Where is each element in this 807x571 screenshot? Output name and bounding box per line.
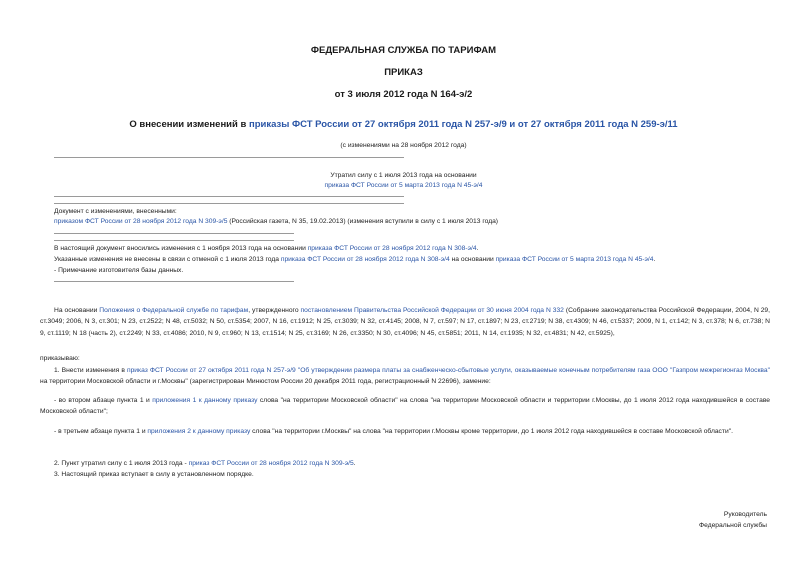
invalid-note-link[interactable]: приказа ФСТ России от 5 марта 2013 года N 45-э/4 xyxy=(324,182,483,189)
item-1-sub-1 xyxy=(40,395,770,418)
divider-line xyxy=(54,281,294,282)
note-link[interactable]: приказа ФСТ России от 5 марта 2013 года N 45-э/4 xyxy=(495,256,654,263)
note-text: на основании xyxy=(449,256,496,263)
basis-text: На основании xyxy=(54,307,100,314)
item-text: 2. Пункт утратил силу с 1 июля 2013 года - xyxy=(54,460,189,467)
item-1-sub-2 xyxy=(40,426,770,437)
item-3: 3. Настоящий приказ вступает в силу в установленном порядке. xyxy=(54,471,254,478)
note-line-3: - Примечание изготовителя базы данных. xyxy=(54,267,184,274)
note-link[interactable]: приказа ФСТ России от 28 ноября 2012 года N 308-э/4 xyxy=(307,245,477,252)
divider-line xyxy=(54,196,404,197)
item-2 xyxy=(40,458,770,469)
note-text: . xyxy=(476,245,479,252)
item-text: слова "на территории Московской области" на слова "на территории Московской области и территории г.Москвы, до 1 июля 2012 года находившейся в составе Московской области"; xyxy=(40,397,771,416)
note-line-2 xyxy=(54,254,774,265)
invalid-note-link-line xyxy=(0,180,807,191)
item-text: слова "на территории г.Москвы" на слова "на территории г.Москвы кроме территории, до 1 июля 2012 года находившейся в составе Московской области". xyxy=(250,428,733,435)
divider-line xyxy=(54,233,294,234)
item-text: 1. Внести изменения в xyxy=(54,367,127,374)
note-line-1 xyxy=(54,243,774,254)
basis-paragraph xyxy=(40,305,770,339)
basis-link-regulation[interactable]: Положения о Федеральной службе по тарифам xyxy=(99,307,249,314)
item-text: на территории Московской области и г.Москвы" (зарегистрирован Минюстом России 20 декабря 2011 года, регистрационный N 22696), замение: xyxy=(40,378,491,386)
item-text: - во втором абзаце пункта 1 и xyxy=(54,397,153,404)
title-prefix: О внесении изменений в xyxy=(129,119,249,130)
changes-intro: Документ с изменениями, внесенными: xyxy=(54,208,177,215)
item-1 xyxy=(40,365,770,388)
note-text: Указанные изменения не внесены в связи с отменой с 1 июля 2013 года xyxy=(54,256,281,263)
order-word: приказываю: xyxy=(40,355,80,362)
title-link[interactable]: приказы ФСТ России от 27 октября 2011 года N 257-э/9 и от 27 октября 2011 года N 259-э/11 xyxy=(248,119,678,130)
changes-line xyxy=(54,216,774,227)
agency-heading: ФЕДЕРАЛЬНАЯ СЛУЖБА ПО ТАРИФАМ xyxy=(310,45,497,56)
item-2-link[interactable]: приказ ФСТ России от 28 ноября 2012 года N 309-э/5 xyxy=(188,460,354,467)
note-text: . xyxy=(653,256,656,263)
item-text: . xyxy=(353,460,356,467)
doc-type-heading: ПРИКАЗ xyxy=(384,67,423,78)
changes-tail: (Российская газета, N 35, 19.02.2013) (изменения вступили в силу с 1 июля 2013 года) xyxy=(227,218,499,225)
appendix-2-link[interactable]: приложения 2 к данному приказу xyxy=(147,428,251,435)
invalid-note-line: Утратил силу с 1 июля 2013 года на основании xyxy=(330,172,477,179)
signature-org: Федеральной службы xyxy=(699,522,767,529)
edition-note: (с изменениями на 28 ноября 2012 года) xyxy=(340,142,467,149)
note-link[interactable]: приказа ФСТ России от 28 ноября 2012 года N 308-э/4 xyxy=(280,256,450,263)
basis-text: , утвержденного xyxy=(248,307,301,314)
document-title xyxy=(0,119,807,130)
doc-date-heading: от 3 июля 2012 года N 164-э/2 xyxy=(334,89,473,100)
divider-line xyxy=(54,203,404,204)
item-1-link[interactable]: приказ ФСТ России от 27 октября 2011 года N 257-э/9 "Об утверждении размера платы за снабженческо-сбытовые услуги, оказываемые конечным потребителям газа ООО "Газпром межрегионгаз Москва" xyxy=(126,367,770,374)
divider-line xyxy=(54,157,404,158)
item-text: - в третьем абзаце пункта 1 и xyxy=(54,428,148,435)
note-text: В настоящий документ вносились изменения с 1 ноября 2013 года на основании xyxy=(54,245,308,252)
basis-text: (Собрание законодательства Российской Федерации, 2004, N 29, ст.3049; 2006, N 3, ст.301; N 23, ст.2522; N 48, ст.5032; N 50, ст.5354; 2007, N 16, ст.1912; N 25, ст.3039; N 32, ст.4145; 2008, N 7, ст.597; N 17, ст.1897; N 23, ст.2719; N 38, ст.4309; N 46, ст.5337; 2009, N 1, ст.142; N 3, ст.378; N 6, ст.738; N 9, ст.1119; N 18 (часть 2), ст.2249; N 33, ст.4086; 2010, N 9, ст.960; N 13, ст.1514; N 25, ст.3169; N 26, ст.3350; N 30, ст.4096; N 45, ст.5851; 2011, N 14, ст.1935; N 32, ст.4831; N 42, ст.5925), xyxy=(40,307,771,337)
appendix-1-link[interactable]: приложения 1 к данному приказу xyxy=(152,397,258,404)
divider-line xyxy=(54,240,294,241)
changes-link[interactable]: приказом ФСТ России от 28 ноября 2012 года N 309-э/5 xyxy=(54,218,228,225)
signature-role: Руководитель xyxy=(723,511,767,518)
basis-link-resolution[interactable]: постановлением Правительства Российской Федерации от 30 июня 2004 года N 332 xyxy=(300,307,564,314)
